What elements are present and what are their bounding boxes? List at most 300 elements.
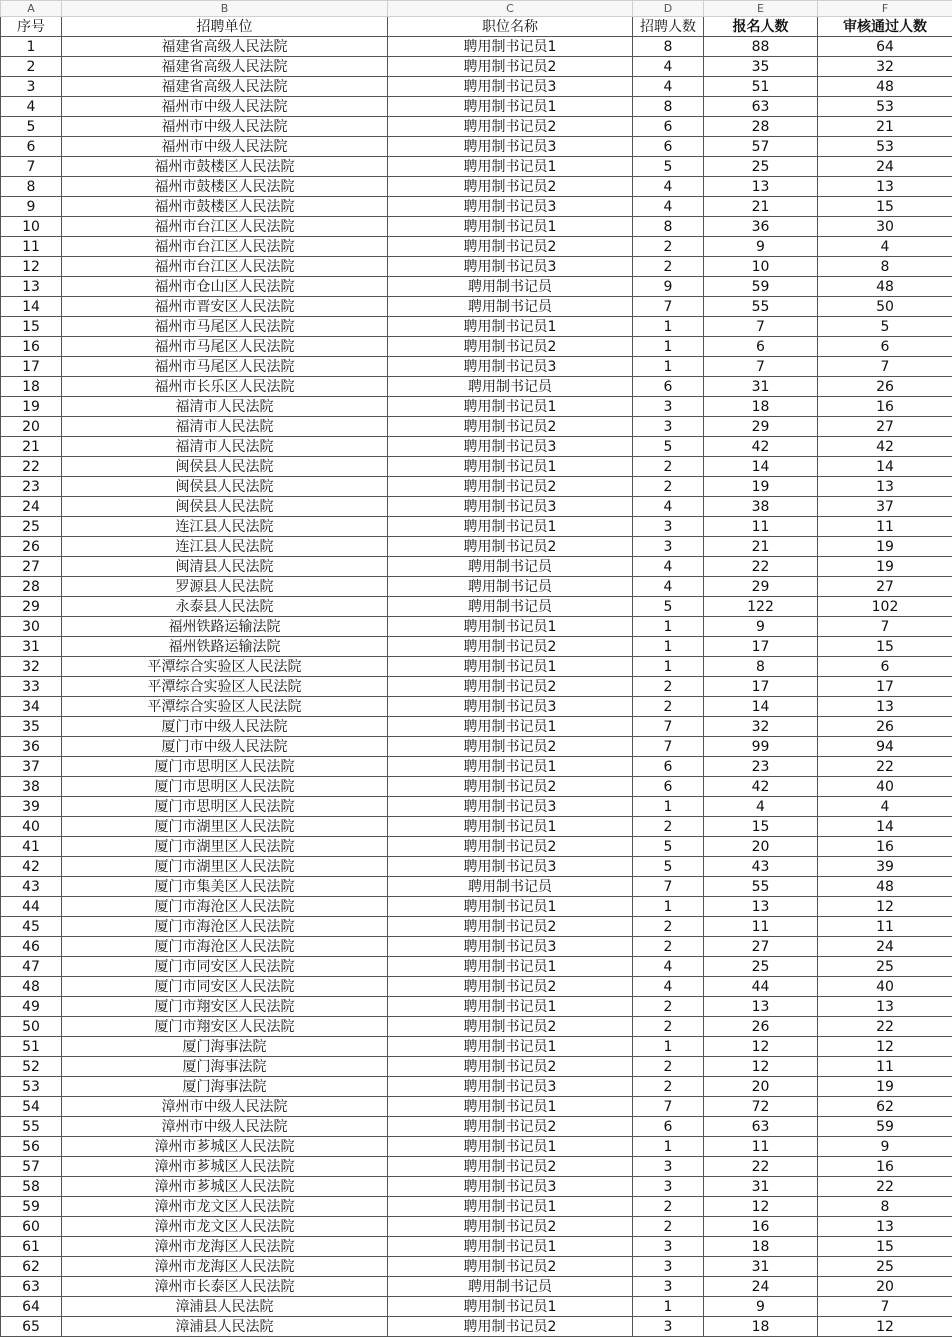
cell-position[interactable]: 聘用制书记员1 — [388, 1197, 633, 1217]
cell-unit[interactable]: 厦门市海沧区人民法院 — [62, 897, 388, 917]
cell-hiring-count[interactable]: 1 — [633, 657, 704, 677]
cell-index[interactable]: 8 — [1, 177, 62, 197]
cell-unit[interactable]: 福州铁路运输法院 — [62, 617, 388, 637]
cell-index[interactable]: 58 — [1, 1177, 62, 1197]
cell-applicants[interactable]: 18 — [704, 397, 818, 417]
cell-position[interactable]: 聘用制书记员 — [388, 1277, 633, 1297]
cell-approved[interactable]: 16 — [818, 397, 952, 417]
cell-approved[interactable]: 53 — [818, 97, 952, 117]
cell-index[interactable]: 64 — [1, 1297, 62, 1317]
cell-index[interactable]: 14 — [1, 297, 62, 317]
cell-index[interactable]: 43 — [1, 877, 62, 897]
cell-unit[interactable]: 福建省高级人民法院 — [62, 57, 388, 77]
cell-approved[interactable]: 13 — [818, 477, 952, 497]
cell-hiring-count[interactable]: 2 — [633, 937, 704, 957]
cell-hiring-count[interactable]: 3 — [633, 1177, 704, 1197]
cell-unit[interactable]: 漳州市长泰区人民法院 — [62, 1277, 388, 1297]
cell-hiring-count[interactable]: 2 — [633, 697, 704, 717]
cell-applicants[interactable]: 16 — [704, 1217, 818, 1237]
cell-approved[interactable]: 9 — [818, 1137, 952, 1157]
cell-hiring-count[interactable]: 3 — [633, 1257, 704, 1277]
header-approved[interactable]: 审核通过人数 — [818, 17, 952, 37]
cell-hiring-count[interactable]: 1 — [633, 1137, 704, 1157]
cell-unit[interactable]: 平潭综合实验区人民法院 — [62, 657, 388, 677]
cell-hiring-count[interactable]: 3 — [633, 1317, 704, 1337]
cell-applicants[interactable]: 28 — [704, 117, 818, 137]
cell-index[interactable]: 17 — [1, 357, 62, 377]
cell-unit[interactable]: 福州市鼓楼区人民法院 — [62, 157, 388, 177]
cell-index[interactable]: 26 — [1, 537, 62, 557]
cell-position[interactable]: 聘用制书记员2 — [388, 1117, 633, 1137]
cell-unit[interactable]: 漳州市芗城区人民法院 — [62, 1157, 388, 1177]
cell-position[interactable]: 聘用制书记员2 — [388, 977, 633, 997]
cell-approved[interactable]: 59 — [818, 1117, 952, 1137]
cell-hiring-count[interactable]: 6 — [633, 117, 704, 137]
cell-hiring-count[interactable]: 2 — [633, 817, 704, 837]
cell-approved[interactable]: 12 — [818, 1317, 952, 1337]
cell-position[interactable]: 聘用制书记员1 — [388, 517, 633, 537]
cell-position[interactable]: 聘用制书记员2 — [388, 177, 633, 197]
cell-index[interactable]: 11 — [1, 237, 62, 257]
cell-hiring-count[interactable]: 7 — [633, 737, 704, 757]
cell-hiring-count[interactable]: 3 — [633, 517, 704, 537]
cell-unit[interactable]: 漳州市芗城区人民法院 — [62, 1177, 388, 1197]
cell-applicants[interactable]: 42 — [704, 437, 818, 457]
cell-index[interactable]: 48 — [1, 977, 62, 997]
cell-unit[interactable]: 厦门市海沧区人民法院 — [62, 917, 388, 937]
cell-index[interactable]: 2 — [1, 57, 62, 77]
cell-applicants[interactable]: 63 — [704, 97, 818, 117]
cell-approved[interactable]: 7 — [818, 1297, 952, 1317]
cell-position[interactable]: 聘用制书记员2 — [388, 477, 633, 497]
cell-hiring-count[interactable]: 4 — [633, 497, 704, 517]
cell-hiring-count[interactable]: 4 — [633, 957, 704, 977]
cell-approved[interactable]: 8 — [818, 257, 952, 277]
cell-position[interactable]: 聘用制书记员2 — [388, 1317, 633, 1337]
cell-approved[interactable]: 94 — [818, 737, 952, 757]
cell-applicants[interactable]: 72 — [704, 1097, 818, 1117]
cell-index[interactable]: 44 — [1, 897, 62, 917]
cell-hiring-count[interactable]: 4 — [633, 197, 704, 217]
cell-index[interactable]: 39 — [1, 797, 62, 817]
cell-approved[interactable]: 22 — [818, 757, 952, 777]
cell-position[interactable]: 聘用制书记员1 — [388, 1097, 633, 1117]
cell-applicants[interactable]: 9 — [704, 237, 818, 257]
cell-unit[interactable]: 福州市鼓楼区人民法院 — [62, 177, 388, 197]
cell-unit[interactable]: 漳浦县人民法院 — [62, 1317, 388, 1337]
cell-approved[interactable]: 12 — [818, 897, 952, 917]
cell-position[interactable]: 聘用制书记员3 — [388, 357, 633, 377]
cell-approved[interactable]: 8 — [818, 1197, 952, 1217]
cell-unit[interactable]: 平潭综合实验区人民法院 — [62, 697, 388, 717]
cell-unit[interactable]: 厦门海事法院 — [62, 1037, 388, 1057]
cell-hiring-count[interactable]: 1 — [633, 1037, 704, 1057]
cell-approved[interactable]: 13 — [818, 177, 952, 197]
cell-index[interactable]: 38 — [1, 777, 62, 797]
cell-unit[interactable]: 厦门海事法院 — [62, 1077, 388, 1097]
cell-position[interactable]: 聘用制书记员2 — [388, 337, 633, 357]
cell-approved[interactable]: 11 — [818, 517, 952, 537]
header-unit[interactable]: 招聘单位 — [62, 17, 388, 37]
cell-hiring-count[interactable]: 1 — [633, 617, 704, 637]
cell-hiring-count[interactable]: 7 — [633, 1097, 704, 1117]
cell-unit[interactable]: 厦门市湖里区人民法院 — [62, 817, 388, 837]
cell-applicants[interactable]: 24 — [704, 1277, 818, 1297]
cell-hiring-count[interactable]: 5 — [633, 597, 704, 617]
cell-index[interactable]: 12 — [1, 257, 62, 277]
cell-applicants[interactable]: 63 — [704, 1117, 818, 1137]
cell-applicants[interactable]: 29 — [704, 577, 818, 597]
cell-index[interactable]: 63 — [1, 1277, 62, 1297]
cell-unit[interactable]: 福州市马尾区人民法院 — [62, 317, 388, 337]
cell-hiring-count[interactable]: 9 — [633, 277, 704, 297]
cell-index[interactable]: 29 — [1, 597, 62, 617]
cell-applicants[interactable]: 20 — [704, 837, 818, 857]
cell-position[interactable]: 聘用制书记员2 — [388, 837, 633, 857]
cell-position[interactable]: 聘用制书记员1 — [388, 1297, 633, 1317]
cell-index[interactable]: 52 — [1, 1057, 62, 1077]
cell-approved[interactable]: 25 — [818, 1257, 952, 1277]
cell-index[interactable]: 40 — [1, 817, 62, 837]
cell-index[interactable]: 27 — [1, 557, 62, 577]
cell-applicants[interactable]: 17 — [704, 637, 818, 657]
cell-unit[interactable]: 漳州市龙文区人民法院 — [62, 1217, 388, 1237]
cell-applicants[interactable]: 21 — [704, 537, 818, 557]
cell-position[interactable]: 聘用制书记员1 — [388, 617, 633, 637]
cell-position[interactable]: 聘用制书记员1 — [388, 157, 633, 177]
cell-applicants[interactable]: 25 — [704, 157, 818, 177]
cell-position[interactable]: 聘用制书记员1 — [388, 37, 633, 57]
cell-approved[interactable]: 7 — [818, 357, 952, 377]
cell-unit[interactable]: 闽侯县人民法院 — [62, 497, 388, 517]
cell-position[interactable]: 聘用制书记员3 — [388, 1077, 633, 1097]
cell-unit[interactable]: 连江县人民法院 — [62, 537, 388, 557]
cell-unit[interactable]: 永泰县人民法院 — [62, 597, 388, 617]
cell-index[interactable]: 62 — [1, 1257, 62, 1277]
cell-hiring-count[interactable]: 1 — [633, 357, 704, 377]
cell-position[interactable]: 聘用制书记员2 — [388, 117, 633, 137]
cell-applicants[interactable]: 88 — [704, 37, 818, 57]
cell-approved[interactable]: 19 — [818, 537, 952, 557]
cell-approved[interactable]: 24 — [818, 157, 952, 177]
cell-unit[interactable]: 漳州市龙文区人民法院 — [62, 1197, 388, 1217]
header-hiring-count[interactable]: 招聘人数 — [633, 17, 704, 37]
cell-index[interactable]: 35 — [1, 717, 62, 737]
cell-index[interactable]: 28 — [1, 577, 62, 597]
header-index[interactable]: 序号 — [1, 17, 62, 37]
cell-index[interactable]: 57 — [1, 1157, 62, 1177]
cell-position[interactable]: 聘用制书记员1 — [388, 997, 633, 1017]
cell-applicants[interactable]: 11 — [704, 1137, 818, 1157]
cell-approved[interactable]: 22 — [818, 1177, 952, 1197]
cell-position[interactable]: 聘用制书记员2 — [388, 1057, 633, 1077]
cell-position[interactable]: 聘用制书记员 — [388, 557, 633, 577]
cell-applicants[interactable]: 51 — [704, 77, 818, 97]
cell-position[interactable]: 聘用制书记员2 — [388, 917, 633, 937]
cell-unit[interactable]: 平潭综合实验区人民法院 — [62, 677, 388, 697]
cell-approved[interactable]: 27 — [818, 417, 952, 437]
cell-index[interactable]: 30 — [1, 617, 62, 637]
cell-applicants[interactable]: 38 — [704, 497, 818, 517]
cell-approved[interactable]: 21 — [818, 117, 952, 137]
cell-index[interactable]: 13 — [1, 277, 62, 297]
cell-applicants[interactable]: 8 — [704, 657, 818, 677]
cell-applicants[interactable]: 57 — [704, 137, 818, 157]
cell-unit[interactable]: 福州市中级人民法院 — [62, 117, 388, 137]
cell-approved[interactable]: 11 — [818, 917, 952, 937]
cell-hiring-count[interactable]: 4 — [633, 557, 704, 577]
cell-approved[interactable]: 24 — [818, 937, 952, 957]
cell-hiring-count[interactable]: 1 — [633, 317, 704, 337]
cell-hiring-count[interactable]: 6 — [633, 137, 704, 157]
cell-hiring-count[interactable]: 4 — [633, 77, 704, 97]
cell-applicants[interactable]: 13 — [704, 997, 818, 1017]
cell-unit[interactable]: 厦门市同安区人民法院 — [62, 957, 388, 977]
cell-index[interactable]: 55 — [1, 1117, 62, 1137]
cell-position[interactable]: 聘用制书记员 — [388, 577, 633, 597]
cell-approved[interactable]: 40 — [818, 977, 952, 997]
cell-position[interactable]: 聘用制书记员3 — [388, 857, 633, 877]
cell-hiring-count[interactable]: 4 — [633, 57, 704, 77]
cell-applicants[interactable]: 11 — [704, 517, 818, 537]
cell-applicants[interactable]: 19 — [704, 477, 818, 497]
cell-position[interactable]: 聘用制书记员1 — [388, 957, 633, 977]
cell-approved[interactable]: 13 — [818, 997, 952, 1017]
cell-hiring-count[interactable]: 2 — [633, 1057, 704, 1077]
cell-hiring-count[interactable]: 8 — [633, 37, 704, 57]
cell-index[interactable]: 31 — [1, 637, 62, 657]
cell-index[interactable]: 46 — [1, 937, 62, 957]
cell-unit[interactable]: 厦门海事法院 — [62, 1057, 388, 1077]
cell-hiring-count[interactable]: 2 — [633, 997, 704, 1017]
cell-approved[interactable]: 7 — [818, 617, 952, 637]
cell-approved[interactable]: 27 — [818, 577, 952, 597]
cell-unit[interactable]: 福州市马尾区人民法院 — [62, 337, 388, 357]
cell-index[interactable]: 65 — [1, 1317, 62, 1337]
cell-approved[interactable]: 26 — [818, 377, 952, 397]
cell-approved[interactable]: 16 — [818, 1157, 952, 1177]
cell-index[interactable]: 33 — [1, 677, 62, 697]
cell-applicants[interactable]: 36 — [704, 217, 818, 237]
cell-hiring-count[interactable]: 4 — [633, 177, 704, 197]
cell-unit[interactable]: 漳州市中级人民法院 — [62, 1117, 388, 1137]
cell-approved[interactable]: 5 — [818, 317, 952, 337]
cell-index[interactable]: 4 — [1, 97, 62, 117]
cell-applicants[interactable]: 14 — [704, 697, 818, 717]
cell-position[interactable]: 聘用制书记员1 — [388, 897, 633, 917]
cell-index[interactable]: 1 — [1, 37, 62, 57]
cell-position[interactable]: 聘用制书记员3 — [388, 937, 633, 957]
cell-unit[interactable]: 福州市长乐区人民法院 — [62, 377, 388, 397]
cell-position[interactable]: 聘用制书记员3 — [388, 497, 633, 517]
cell-approved[interactable]: 48 — [818, 277, 952, 297]
cell-hiring-count[interactable]: 2 — [633, 677, 704, 697]
cell-unit[interactable]: 厦门市思明区人民法院 — [62, 797, 388, 817]
cell-applicants[interactable]: 35 — [704, 57, 818, 77]
cell-approved[interactable]: 64 — [818, 37, 952, 57]
cell-approved[interactable]: 22 — [818, 1017, 952, 1037]
cell-index[interactable]: 56 — [1, 1137, 62, 1157]
cell-applicants[interactable]: 13 — [704, 177, 818, 197]
cell-position[interactable]: 聘用制书记员 — [388, 597, 633, 617]
cell-index[interactable]: 45 — [1, 917, 62, 937]
cell-position[interactable]: 聘用制书记员1 — [388, 817, 633, 837]
cell-hiring-count[interactable]: 2 — [633, 237, 704, 257]
cell-applicants[interactable]: 42 — [704, 777, 818, 797]
cell-hiring-count[interactable]: 6 — [633, 757, 704, 777]
cell-approved[interactable]: 15 — [818, 637, 952, 657]
cell-position[interactable]: 聘用制书记员 — [388, 877, 633, 897]
cell-applicants[interactable]: 20 — [704, 1077, 818, 1097]
cell-approved[interactable]: 13 — [818, 697, 952, 717]
cell-unit[interactable]: 厦门市湖里区人民法院 — [62, 837, 388, 857]
cell-hiring-count[interactable]: 5 — [633, 857, 704, 877]
cell-applicants[interactable]: 55 — [704, 877, 818, 897]
cell-applicants[interactable]: 21 — [704, 197, 818, 217]
cell-index[interactable]: 7 — [1, 157, 62, 177]
cell-position[interactable]: 聘用制书记员 — [388, 377, 633, 397]
cell-applicants[interactable]: 32 — [704, 717, 818, 737]
cell-index[interactable]: 9 — [1, 197, 62, 217]
cell-unit[interactable]: 福州市中级人民法院 — [62, 137, 388, 157]
cell-position[interactable]: 聘用制书记员3 — [388, 257, 633, 277]
cell-unit[interactable]: 福清市人民法院 — [62, 417, 388, 437]
cell-hiring-count[interactable]: 1 — [633, 797, 704, 817]
cell-index[interactable]: 47 — [1, 957, 62, 977]
cell-index[interactable]: 54 — [1, 1097, 62, 1117]
cell-approved[interactable]: 62 — [818, 1097, 952, 1117]
cell-unit[interactable]: 厦门市集美区人民法院 — [62, 877, 388, 897]
cell-position[interactable]: 聘用制书记员3 — [388, 437, 633, 457]
cell-index[interactable]: 22 — [1, 457, 62, 477]
cell-hiring-count[interactable]: 7 — [633, 877, 704, 897]
cell-unit[interactable]: 厦门市思明区人民法院 — [62, 757, 388, 777]
cell-index[interactable]: 53 — [1, 1077, 62, 1097]
cell-unit[interactable]: 福州市台江区人民法院 — [62, 217, 388, 237]
header-position[interactable]: 职位名称 — [388, 17, 633, 37]
cell-unit[interactable]: 漳州市芗城区人民法院 — [62, 1137, 388, 1157]
cell-index[interactable]: 50 — [1, 1017, 62, 1037]
cell-unit[interactable]: 厦门市中级人民法院 — [62, 717, 388, 737]
cell-position[interactable]: 聘用制书记员3 — [388, 197, 633, 217]
cell-hiring-count[interactable]: 2 — [633, 1217, 704, 1237]
cell-hiring-count[interactable]: 4 — [633, 577, 704, 597]
cell-approved[interactable]: 48 — [818, 77, 952, 97]
cell-hiring-count[interactable]: 6 — [633, 777, 704, 797]
cell-hiring-count[interactable]: 2 — [633, 457, 704, 477]
cell-unit[interactable]: 福州市鼓楼区人民法院 — [62, 197, 388, 217]
cell-unit[interactable]: 闽侯县人民法院 — [62, 477, 388, 497]
cell-index[interactable]: 20 — [1, 417, 62, 437]
cell-index[interactable]: 10 — [1, 217, 62, 237]
cell-position[interactable]: 聘用制书记员1 — [388, 757, 633, 777]
cell-index[interactable]: 23 — [1, 477, 62, 497]
cell-applicants[interactable]: 59 — [704, 277, 818, 297]
cell-approved[interactable]: 17 — [818, 677, 952, 697]
cell-unit[interactable]: 厦门市湖里区人民法院 — [62, 857, 388, 877]
cell-hiring-count[interactable]: 3 — [633, 1237, 704, 1257]
cell-hiring-count[interactable]: 1 — [633, 637, 704, 657]
cell-unit[interactable]: 厦门市同安区人民法院 — [62, 977, 388, 997]
cell-position[interactable]: 聘用制书记员1 — [388, 317, 633, 337]
cell-approved[interactable]: 50 — [818, 297, 952, 317]
cell-position[interactable]: 聘用制书记员3 — [388, 77, 633, 97]
cell-applicants[interactable]: 27 — [704, 937, 818, 957]
cell-approved[interactable]: 6 — [818, 337, 952, 357]
column-letter-f[interactable]: F — [818, 1, 952, 17]
cell-unit[interactable]: 漳州市龙海区人民法院 — [62, 1257, 388, 1277]
cell-applicants[interactable]: 29 — [704, 417, 818, 437]
cell-applicants[interactable]: 17 — [704, 677, 818, 697]
cell-position[interactable]: 聘用制书记员2 — [388, 1157, 633, 1177]
column-letter-b[interactable]: B — [62, 1, 388, 17]
cell-applicants[interactable]: 7 — [704, 317, 818, 337]
cell-hiring-count[interactable]: 2 — [633, 917, 704, 937]
cell-position[interactable]: 聘用制书记员1 — [388, 1137, 633, 1157]
cell-applicants[interactable]: 25 — [704, 957, 818, 977]
cell-unit[interactable]: 福州市中级人民法院 — [62, 97, 388, 117]
cell-position[interactable]: 聘用制书记员1 — [388, 717, 633, 737]
cell-unit[interactable]: 闽侯县人民法院 — [62, 457, 388, 477]
cell-hiring-count[interactable]: 2 — [633, 257, 704, 277]
cell-index[interactable]: 32 — [1, 657, 62, 677]
cell-applicants[interactable]: 31 — [704, 1177, 818, 1197]
cell-applicants[interactable]: 23 — [704, 757, 818, 777]
cell-hiring-count[interactable]: 3 — [633, 537, 704, 557]
cell-index[interactable]: 36 — [1, 737, 62, 757]
cell-unit[interactable]: 厦门市中级人民法院 — [62, 737, 388, 757]
cell-applicants[interactable]: 122 — [704, 597, 818, 617]
cell-unit[interactable]: 漳州市龙海区人民法院 — [62, 1237, 388, 1257]
cell-approved[interactable]: 12 — [818, 1037, 952, 1057]
cell-position[interactable]: 聘用制书记员2 — [388, 677, 633, 697]
cell-applicants[interactable]: 55 — [704, 297, 818, 317]
cell-approved[interactable]: 48 — [818, 877, 952, 897]
cell-position[interactable]: 聘用制书记员1 — [388, 457, 633, 477]
cell-index[interactable]: 49 — [1, 997, 62, 1017]
cell-index[interactable]: 18 — [1, 377, 62, 397]
cell-applicants[interactable]: 7 — [704, 357, 818, 377]
cell-applicants[interactable]: 13 — [704, 897, 818, 917]
column-letter-d[interactable]: D — [633, 1, 704, 17]
cell-applicants[interactable]: 14 — [704, 457, 818, 477]
cell-approved[interactable]: 6 — [818, 657, 952, 677]
cell-hiring-count[interactable]: 5 — [633, 437, 704, 457]
cell-applicants[interactable]: 99 — [704, 737, 818, 757]
cell-index[interactable]: 6 — [1, 137, 62, 157]
cell-index[interactable]: 5 — [1, 117, 62, 137]
cell-index[interactable]: 51 — [1, 1037, 62, 1057]
cell-hiring-count[interactable]: 3 — [633, 397, 704, 417]
cell-index[interactable]: 3 — [1, 77, 62, 97]
cell-approved[interactable]: 25 — [818, 957, 952, 977]
cell-index[interactable]: 60 — [1, 1217, 62, 1237]
cell-approved[interactable]: 37 — [818, 497, 952, 517]
cell-position[interactable]: 聘用制书记员1 — [388, 657, 633, 677]
cell-position[interactable]: 聘用制书记员 — [388, 297, 633, 317]
cell-unit[interactable]: 福建省高级人民法院 — [62, 77, 388, 97]
cell-unit[interactable]: 福州铁路运输法院 — [62, 637, 388, 657]
cell-approved[interactable]: 20 — [818, 1277, 952, 1297]
cell-position[interactable]: 聘用制书记员3 — [388, 1177, 633, 1197]
cell-hiring-count[interactable]: 8 — [633, 97, 704, 117]
cell-approved[interactable]: 40 — [818, 777, 952, 797]
cell-index[interactable]: 34 — [1, 697, 62, 717]
cell-hiring-count[interactable]: 3 — [633, 1157, 704, 1177]
cell-position[interactable]: 聘用制书记员3 — [388, 137, 633, 157]
cell-position[interactable]: 聘用制书记员2 — [388, 537, 633, 557]
cell-unit[interactable]: 福建省高级人民法院 — [62, 37, 388, 57]
